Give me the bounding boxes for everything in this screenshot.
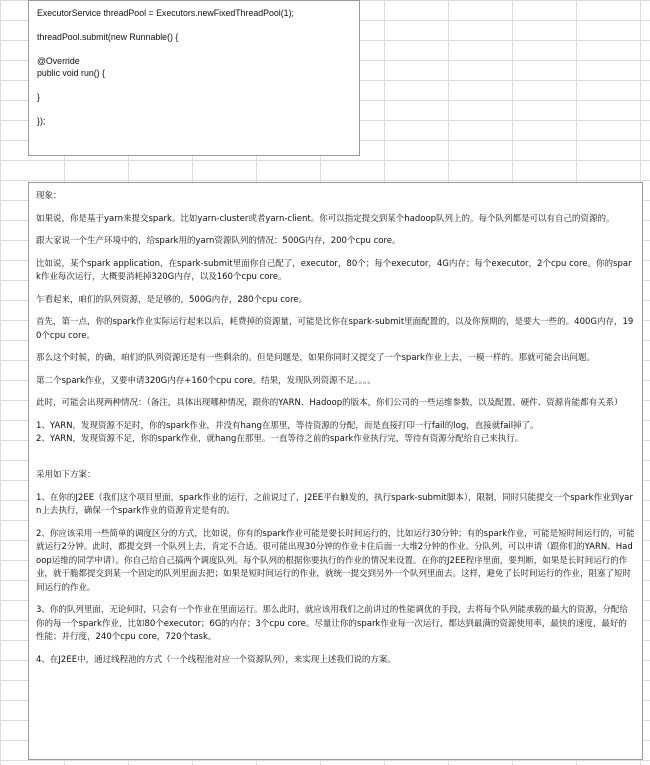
code-line: threadPool.submit(new Runnable() {	[37, 32, 179, 42]
code-line: });	[37, 116, 46, 126]
code-line	[37, 79, 351, 91]
notes-paragraph: 比如说，某个spark application，在spark-submit里面你自己配了，executor，80个；每个executor，4G内存；每个executor，2个cpu core。你的spark作业每次运行，大概要消耗掉320G内存，以及160个cpu core。	[36, 258, 632, 282]
code-line: }	[37, 92, 40, 102]
code-line: ExecutorService threadPool = Executors.newFixedThreadPool(1);	[37, 8, 294, 18]
notes-heading: 采用如下方案：	[36, 470, 96, 480]
notes-paragraph: 3、你的队列里面，无论何时，只会有一个作业在里面运行。那么此时，就应该用我们之前讲过的性能调优的手段，去将每个队列能承载的最大的资源，分配给你的每一个spark作业，比如80个executor；6G的内存；3个cpu core。尽量让你的spark作业每一次运行，都达到最满的资源使用率，最快的速度，最好的性能；并行度，240个cpu core，720个task。	[36, 605, 628, 642]
notes-paragraph: 那么这个时候，的确，咱们的队列资源还是有一些剩余的。但是问题是，如果你同时又提交了一个spark作业上去，一模一样的。那就可能会出问题。	[36, 353, 595, 363]
notes-paragraph: 第二个spark作业，又要申请320G内存+160个cpu core。结果，发现队列资源不足。。。。	[36, 375, 376, 386]
notes-paragraph: 4、在J2EE中，通过线程池的方式（一个线程池对应一个资源队列），来实现上述我们说的方案。	[36, 654, 396, 665]
code-line	[37, 103, 351, 115]
code-line: @Override	[37, 56, 80, 66]
notes-paragraph: 1、YARN，发现资源不足时，你的spark作业，并没有hang在那里，等待资源的分配，而是直接打印一行fail的log，直接就fail掉了。 2、YARN，发现资源不足，你的spark作业，就hang在那里。一直等待之前的spark作业执行完，等待有资源分配给自己来执行。	[36, 420, 539, 444]
notes-blank-line	[36, 447, 635, 461]
code-line: public void run() {	[37, 68, 105, 78]
code-line	[37, 43, 351, 55]
code-snippet-box	[28, 0, 360, 156]
code-line	[37, 19, 351, 31]
notes-paragraph: 跟大家说一个生产环境中的，给spark用的yarn资源队列的情况：500G内存，200个cpu core。	[36, 236, 401, 246]
notes-paragraph: 首先，第一点，你的spark作业实际运行起来以后，耗费掉的资源量，可能是比你在spark-submit里面配置的，以及你预期的，是要大一些的。400G内存，190个cpu core。	[36, 317, 634, 341]
notes-text-box	[28, 182, 643, 760]
notes-paragraph: 1、在你的J2EE（我们这个项目里面，spark作业的运行，之前说过了，J2EE平台触发的，执行spark-submit脚本），限制，同时只能提交一个spark作业到yarn上去执行，确保一个spark作业的资源肯定是有的。	[36, 492, 633, 516]
notes-paragraph: 如果说，你是基于yarn来提交spark。比如yarn-cluster或者yarn-client。你可以指定提交到某个hadoop队列上的。每个队列都是可以有自己的资源的。	[36, 213, 615, 224]
notes-heading: 现象：	[36, 191, 62, 201]
notes-paragraph: 2、你应该采用一些简单的调度区分的方式，比如说，你有的spark作业可能是要长时间运行的，比如运行30分钟；有的spark作业，可能是短时间运行的，可能就运行2分钟。此时，都提交到一个队列上去，肯定不合适。很可能出现30分钟的作业卡住后面一大堆2分钟的作业。分队列，可以申请（跟你们的YARN、Hadoop运维的同学申请）。你自己给自己搞两个调度队列。每个队列的根据你要执行的作业的情况来设置。在你的J2EE程序里面，要判断，如果是长时间运行的作业，就干脆都提交到某一个固定的队列里面去把；如果是短时间运行的作业，就统一提交到另外一个队列里面去。这样，避免了长时间运行的作业，阻塞了短时间运行的作业。	[36, 528, 635, 593]
notes-paragraph: 此时，可能会出现两种情况：（备注，具体出现哪种情况，跟你的YARN、Hadoop的版本，你们公司的一些运维参数，以及配置、硬件、资源肯能都有关系）	[36, 398, 623, 408]
notes-paragraph: 乍看起来，咱们的队列资源，是足够的，500G内存，280个cpu core。	[36, 294, 308, 305]
